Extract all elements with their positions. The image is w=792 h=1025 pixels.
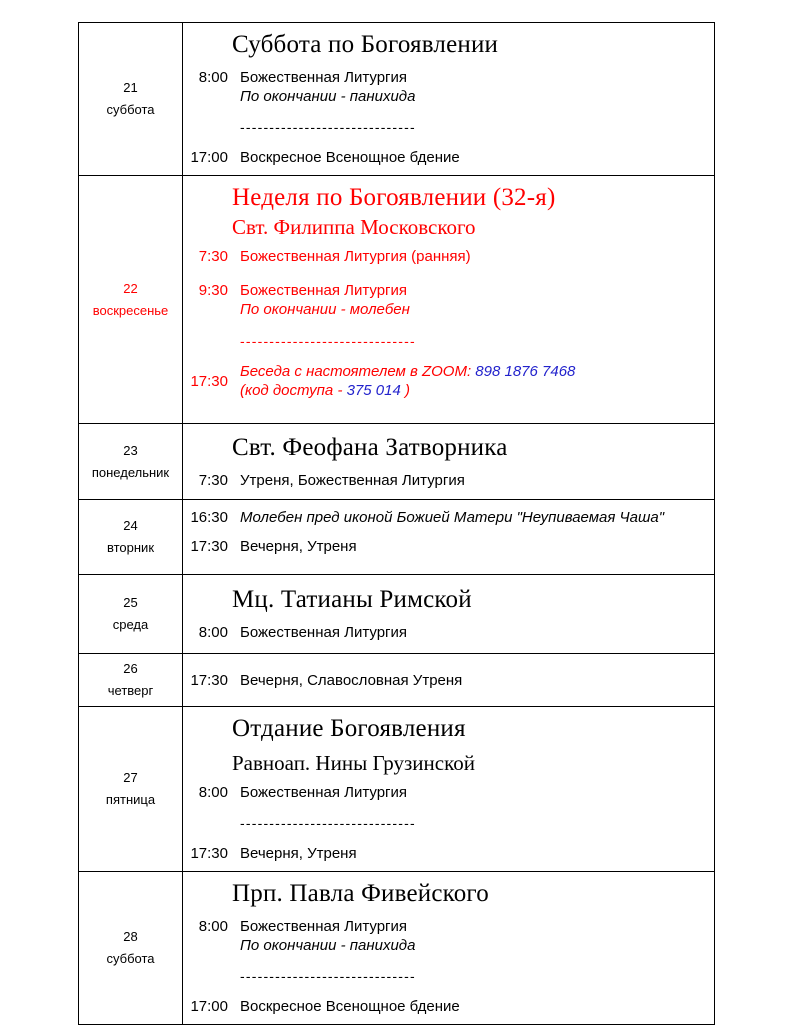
service-lines <box>240 997 460 1016</box>
day-cell <box>79 500 183 574</box>
day-number: 28 <box>123 929 138 944</box>
service-entry <box>183 844 706 863</box>
service-time: 8:00 <box>198 624 228 641</box>
text-segment: ) <box>400 382 411 399</box>
service-lines <box>240 917 415 955</box>
service-lines <box>240 783 407 802</box>
day-number: 23 <box>123 442 138 458</box>
day-subtitle: Свт. Филиппа Московского <box>232 215 476 239</box>
day-cell <box>79 575 183 653</box>
service-line <box>240 844 357 863</box>
day-cell <box>79 707 183 871</box>
day-cell <box>79 654 183 706</box>
day-number: 27 <box>123 770 138 785</box>
service-line <box>240 671 462 690</box>
service-lines <box>240 537 357 556</box>
day-cell <box>79 176 183 423</box>
weekday-label: суббота <box>106 951 155 966</box>
content-cell <box>183 176 714 423</box>
service-line <box>240 148 460 167</box>
text-segment: По окончании - молебен <box>240 301 410 318</box>
service-entry <box>183 247 706 266</box>
schedule-row <box>79 176 714 424</box>
content-cell <box>183 707 714 871</box>
service-lines <box>240 68 415 106</box>
service-line <box>240 936 415 955</box>
day-cell <box>79 872 183 1024</box>
service-lines <box>240 362 575 400</box>
dashed-divider: ------------------------------ <box>240 968 416 984</box>
service-entry <box>183 537 706 556</box>
day-cell <box>79 424 183 499</box>
service-lines <box>240 471 465 490</box>
day-title: Отдание Богоявления <box>232 715 466 742</box>
service-time: 17:30 <box>190 845 228 862</box>
schedule-table <box>78 22 715 1025</box>
service-lines <box>240 508 664 527</box>
weekday-label: воскресенье <box>92 302 169 318</box>
dashed-divider: ------------------------------ <box>240 119 416 135</box>
weekday-label: среда <box>112 617 149 632</box>
text-segment: Вечерня, Славословная Утреня <box>240 671 463 689</box>
content-cell <box>183 654 714 706</box>
service-entry <box>183 508 706 527</box>
day-title: Прп. Павла Фивейского <box>232 880 489 907</box>
text-segment: Божественная Литургия <box>240 624 408 641</box>
weekday-label: пятница <box>105 792 156 807</box>
content-cell <box>183 424 714 499</box>
schedule-row <box>79 424 714 500</box>
weekday-label: понедельник <box>91 464 170 480</box>
service-line <box>240 997 460 1016</box>
text-segment: Воскресное Всенощное бдение <box>240 149 460 166</box>
service-entry <box>183 281 706 319</box>
service-lines <box>240 623 407 642</box>
day-number: 26 <box>123 661 138 676</box>
dashed-divider: ------------------------------ <box>240 333 416 349</box>
schedule-row <box>79 654 714 707</box>
service-time: 17:00 <box>190 149 228 166</box>
service-line <box>240 381 575 400</box>
day-number: 21 <box>123 80 138 95</box>
service-entry <box>183 471 706 490</box>
text-segment: Беседа с настоятелем в ZOOM: <box>240 363 476 380</box>
service-time: 17:30 <box>190 538 228 555</box>
service-time: 17:00 <box>190 998 228 1015</box>
day-cell <box>79 23 183 175</box>
service-entry <box>183 997 706 1016</box>
text-segment: Божественная Литургия <box>240 918 408 935</box>
service-entry <box>183 148 706 167</box>
service-line <box>240 471 465 490</box>
service-line <box>240 508 664 527</box>
text-segment: Молебен пред иконой Божией Матери "Неупиваемая Чаша" <box>240 509 665 526</box>
text-segment: Вечерня, Утреня <box>240 538 357 555</box>
service-lines <box>240 247 471 266</box>
day-number: 25 <box>123 595 138 610</box>
service-time: 8:00 <box>198 69 228 86</box>
weekday-label: вторник <box>106 540 155 555</box>
day-number: 24 <box>123 518 138 533</box>
service-time: 8:00 <box>198 784 228 801</box>
service-time: 7:30 <box>198 248 228 265</box>
weekday-label: четверг <box>107 683 154 698</box>
text-segment: Воскресное Всенощное бдение <box>240 998 460 1015</box>
service-entry <box>183 671 706 690</box>
service-time: 7:30 <box>198 471 228 489</box>
service-time: 9:30 <box>198 282 228 299</box>
service-entry <box>183 917 706 955</box>
service-time: 16:30 <box>190 509 228 526</box>
schedule-row <box>79 500 714 575</box>
text-segment: Божественная Литургия <box>240 69 408 86</box>
service-lines <box>240 281 410 319</box>
service-line <box>240 87 415 106</box>
service-line <box>240 362 575 381</box>
service-line <box>240 623 407 642</box>
content-cell <box>183 872 714 1024</box>
day-title: Неделя по Богоявлении (32-я) <box>232 184 556 211</box>
text-segment: По окончании - панихида <box>240 88 416 105</box>
dashed-divider: ------------------------------ <box>240 815 416 831</box>
service-line <box>240 917 415 936</box>
service-entry <box>183 362 706 400</box>
text-segment: Вечерня, Утреня <box>240 845 357 862</box>
service-line <box>240 537 357 556</box>
service-entry <box>183 623 706 642</box>
schedule-row <box>79 872 714 1024</box>
service-time: 17:30 <box>190 671 228 689</box>
content-cell <box>183 23 714 175</box>
service-lines <box>240 148 460 167</box>
day-title: Мц. Татианы Римской <box>232 586 472 613</box>
schedule-row <box>79 707 714 872</box>
service-time: 17:30 <box>190 372 228 390</box>
day-title: Суббота по Богоявлении <box>232 31 499 58</box>
text-segment: (код доступа - <box>240 382 347 399</box>
service-entry <box>183 68 706 106</box>
day-number: 22 <box>123 280 138 296</box>
service-line <box>240 68 415 87</box>
text-segment: По окончании - панихида <box>240 937 416 954</box>
content-cell <box>183 575 714 653</box>
service-line <box>240 300 410 319</box>
service-time: 8:00 <box>198 918 228 935</box>
service-line <box>240 281 410 300</box>
weekday-label: суббота <box>106 102 155 117</box>
text-segment: Утреня, Божественная Литургия <box>240 471 465 489</box>
schedule-row <box>79 23 714 176</box>
text-segment: Божественная Литургия <box>240 282 408 299</box>
service-lines <box>240 844 357 863</box>
text-segment: 375 014 <box>346 382 401 399</box>
day-subtitle: Равноап. Нины Грузинской <box>232 751 475 775</box>
service-lines <box>240 671 462 690</box>
service-entry <box>183 783 706 802</box>
schedule-row <box>79 575 714 654</box>
service-line <box>240 247 471 266</box>
day-title: Свт. Феофана Затворника <box>232 433 508 461</box>
service-line <box>240 783 407 802</box>
text-segment: Божественная Литургия (ранняя) <box>240 248 471 265</box>
text-segment: Божественная Литургия <box>240 784 408 801</box>
text-segment: 898 1876 7468 <box>475 363 576 380</box>
content-cell <box>183 500 714 574</box>
